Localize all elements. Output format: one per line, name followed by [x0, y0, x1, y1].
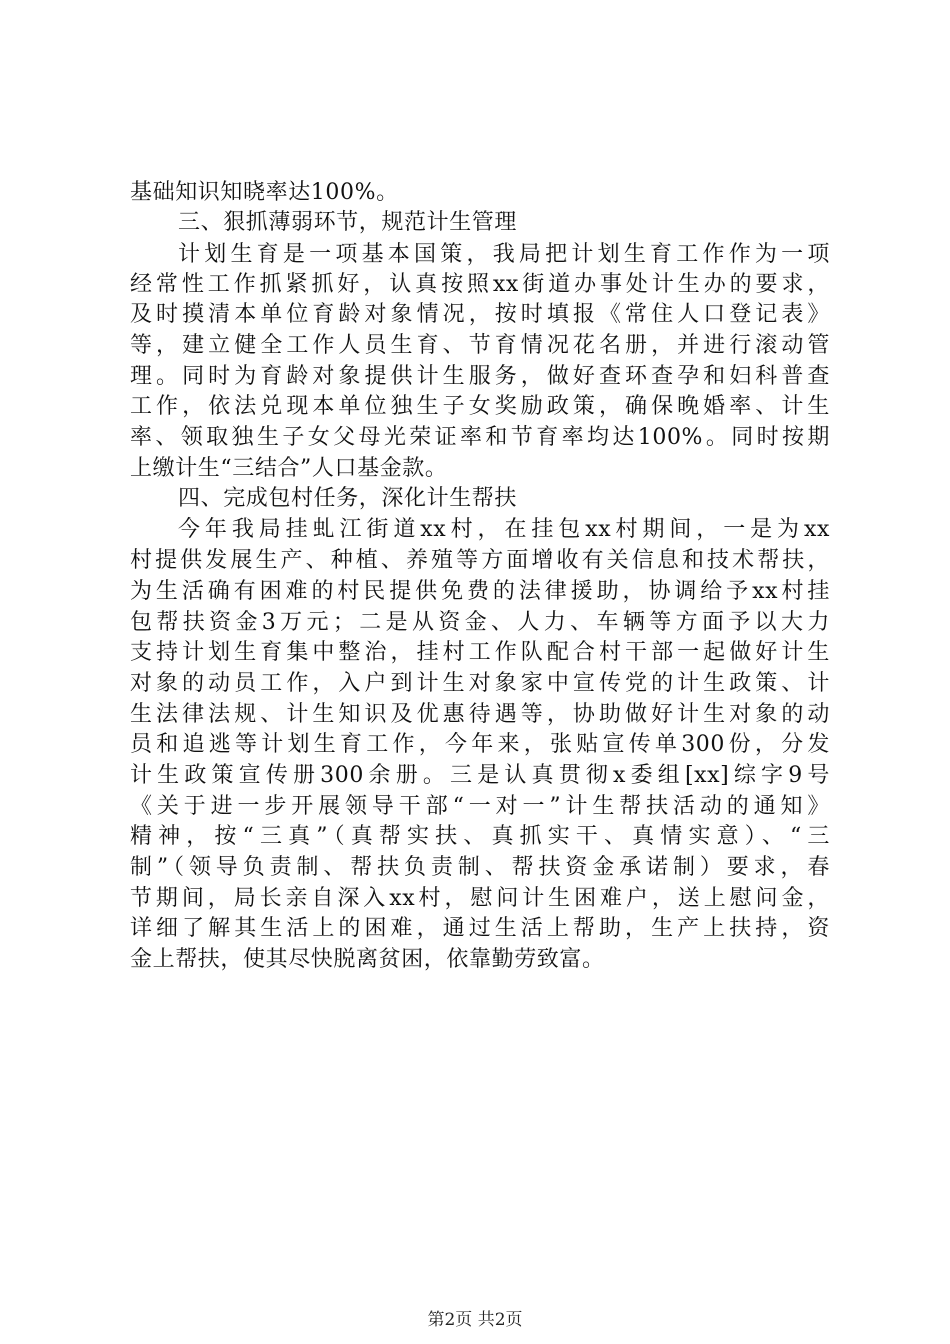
- text-line: 生法律法规、计生知识及优惠待遇等，协助做好计生对象的动: [130, 702, 830, 727]
- text-line: 节期间，局长亲自深入xx村，慰问计生困难户，送上慰问金，: [130, 886, 830, 911]
- text-line: 计划生育是一项基本国策，我局把计划生育工作作为一项: [178, 242, 830, 267]
- text-line: 等，建立健全工作人员生育、节育情况花名册，并进行滚动管: [130, 333, 830, 358]
- text-line: 今年我局挂虬江街道xx村，在挂包xx村期间，一是为xx: [178, 517, 830, 542]
- text-line: 金上帮扶，使其尽快脱离贫困，依靠勤劳致富。: [130, 947, 605, 972]
- section-heading-4: 四、完成包村任务，深化计生帮扶: [178, 486, 518, 511]
- text-line: 制”（领导负责制、帮扶负责制、帮扶资金承诺制）要求，春: [130, 855, 830, 880]
- text-line: 上缴计生“三结合”人口基金款。: [130, 456, 448, 481]
- text-line: 村提供发展生产、种植、养殖等方面增收有关信息和技术帮扶，: [130, 548, 830, 573]
- text-line: 率、领取独生子女父母光荣证率和节育率均达100%。同时按期: [130, 425, 830, 450]
- text-line: 对象的动员工作，入户到计生对象家中宣传党的计生政策、计: [130, 671, 830, 696]
- text-line: 为生活确有困难的村民提供免费的法律援助，协调给予xx村挂: [130, 579, 830, 604]
- text-line: 包帮扶资金3万元；二是从资金、人力、车辆等方面予以大力: [130, 610, 830, 635]
- text-line: 计生政策宣传册300余册。三是认真贯彻x委组[xx]综字9号: [130, 763, 830, 788]
- text-line: 《关于进一步开展领导干部“一对一”计生帮扶活动的通知》: [130, 794, 830, 819]
- text-line: 支持计划生育集中整治，挂村工作队配合村干部一起做好计生: [130, 640, 830, 665]
- section-heading-3: 三、狠抓薄弱环节，规范计生管理: [178, 210, 518, 235]
- text-line: 员和追逃等计划生育工作，今年来，张贴宣传单300份，分发: [130, 732, 830, 757]
- text-line: 经常性工作抓紧抓好，认真按照xx街道办事处计生办的要求，: [130, 272, 830, 297]
- text-line: 详细了解其生活上的困难，通过生活上帮助，生产上扶持，资: [130, 916, 830, 941]
- text-line: 精神，按“三真”（真帮实扶、真抓实干、真情实意）、“三: [130, 824, 830, 849]
- text-line: 工作，依法兑现本单位独生子女奖励政策，确保晚婚率、计生: [130, 394, 830, 419]
- page-number-footer: 第2页 共2页: [427, 1310, 523, 1330]
- text-line: 基础知识知晓率达100%。: [130, 180, 399, 205]
- text-line: 理。同时为育龄对象提供计生服务，做好查环查孕和妇科普查: [130, 364, 830, 389]
- text-line: 及时摸清本单位育龄对象情况，按时填报《常住人口登记表》: [130, 302, 830, 327]
